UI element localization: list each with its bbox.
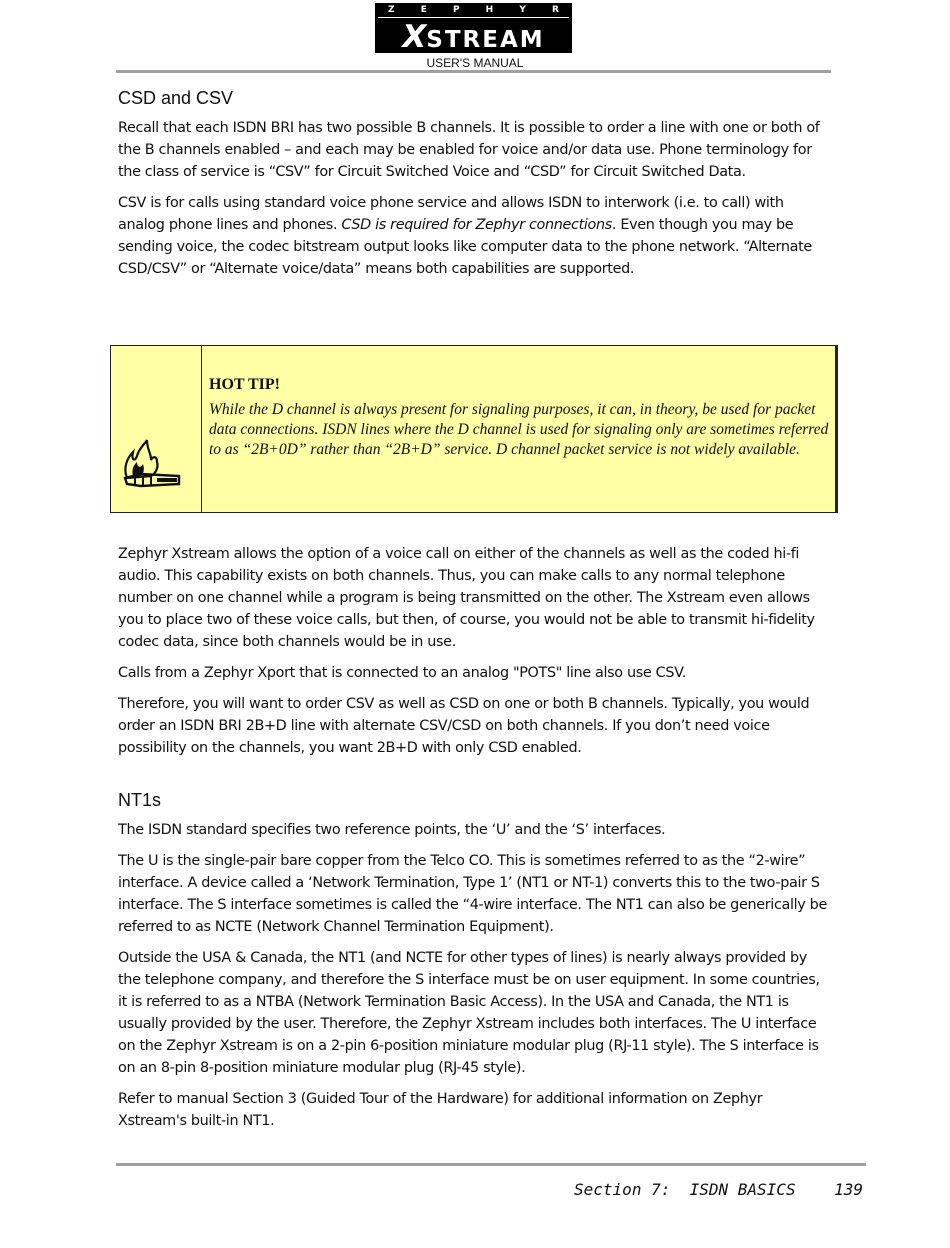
csd-csv-section	[118, 88, 828, 289]
logo-big-x: X	[402, 19, 427, 55]
manual-subtitle: USER'S MANUAL	[426, 56, 524, 70]
tip-icon-cell	[111, 346, 202, 512]
emphasis-text: CSD is required for Zephyr connections	[341, 217, 612, 233]
header-rule	[116, 70, 831, 73]
logo-divider	[378, 17, 569, 18]
paragraph: Zephyr Xstream allows the option of a voice call on either of the channels as well as the coded hi-fi audio. This capability exists on both channels. Thus, you can make calls to any normal telephone number on one channel while a program is being transmitted on the other. The Xstream even allows you to place two of these voice calls, but then, of course, you would not be able to transmit hi-fidelity codec data, since both channels would be in use.	[118, 546, 815, 650]
logo-xstream-word	[375, 19, 572, 55]
paragraph: Refer to manual Section 3 (Guided Tour of the Hardware) for additional information on Zephyr Xstream's built-in NT1.	[118, 1091, 763, 1129]
hot-tip-box	[110, 345, 836, 513]
footer-rule	[116, 1163, 866, 1166]
logo-letter: P	[452, 5, 460, 15]
tip-body: While the D channel is always present for signaling purposes, it can, in theory, be used for packet data connections. ISDN lines where the D channel is used for signaling only are sometimes referred to as “2B+0D” rather than “2B+D” service. D channel packet service is not widely available.	[209, 401, 829, 458]
logo-letter: Z	[388, 5, 395, 15]
logo-letter: H	[485, 5, 494, 15]
paragraph: Recall that each ISDN BRI has two possible B channels. It is possible to order a line with one or both of the B channels enabled – and each may be enabled for voice and/or data use. Phone terminology for the class of service is “CSV” for Circuit Switched Voice and “CSD” for Circuit Switched Data.	[118, 120, 820, 180]
tip-title: HOT TIP!	[209, 376, 280, 393]
paragraph	[118, 192, 828, 280]
logo-stream: STREAM	[426, 27, 545, 53]
paragraph: Therefore, you will want to order CSV as well as CSD on one or both B channels. Typically, you would order an ISDN BRI 2B+D line with alternate CSV/CSD on both channels. If you don’t need voice possibility on the channels, you want 2B+D with only CSD enabled.	[118, 696, 810, 756]
paragraph: Outside the USA & Canada, the NT1 (and NCTE for other types of lines) is nearly always provided by the telephone company, and therefore the S interface must be on user equipment. In some countries, it is referred to as a NTBA (Network Termination Basic Access). In the USA and Canada, the NT1 is usually provided by the user. Therefore, the Zephyr Xstream includes both interfaces. The U interface on the Zephyr Xstream is on a 2-pin 6-position miniature modular plug (RJ-11 style). The S interface is on an 8-pin 8-position miniature modular plug (RJ-45 style).	[118, 950, 820, 1076]
logo-zephyr-letters	[375, 5, 572, 15]
page-footer: Section 7: ISDN BASICS 139	[574, 1180, 863, 1199]
tip-text	[209, 376, 829, 460]
paragraph-text: . Even though you may be sending voice, the codec bitstream output looks like computer data to the phone network. “Alternate CSD/CSV” or “Alternate voice/data” means both capabilities are supported.	[118, 217, 812, 277]
nt1s-section	[118, 790, 828, 1141]
logo-letter: R	[551, 5, 559, 15]
logo-letter: Y	[519, 5, 526, 15]
logo-letter: E	[420, 5, 427, 15]
xstream-voice-section	[118, 543, 828, 768]
flaming-hand-icon	[121, 438, 183, 490]
section-heading: CSD and CSV	[118, 88, 234, 108]
section-heading: NT1s	[118, 790, 162, 810]
paragraph: The U is the single-pair bare copper from the Telco CO. This is sometimes referred to as the “2-wire” interface. A device called a ‘Network Termination, Type 1’ (NT1 or NT-1) converts this to the two-pair S interface. The S interface sometimes is called the “4-wire interface. The NT1 can also be generically be referred to as NCTE (Network Channel Termination Equipment).	[118, 853, 827, 935]
paragraph-text: CSV is for calls using standard voice phone service and allows ISDN to interwork (i.e. to call) with analog phone lines and phones.	[118, 195, 784, 233]
paragraph: The ISDN standard specifies two reference points, the ‘U’ and the ‘S’ interfaces.	[118, 822, 666, 838]
zephyr-xstream-logo	[375, 3, 572, 53]
paragraph: Calls from a Zephyr Xport that is connected to an analog "POTS" line also use CSV.	[118, 665, 686, 681]
